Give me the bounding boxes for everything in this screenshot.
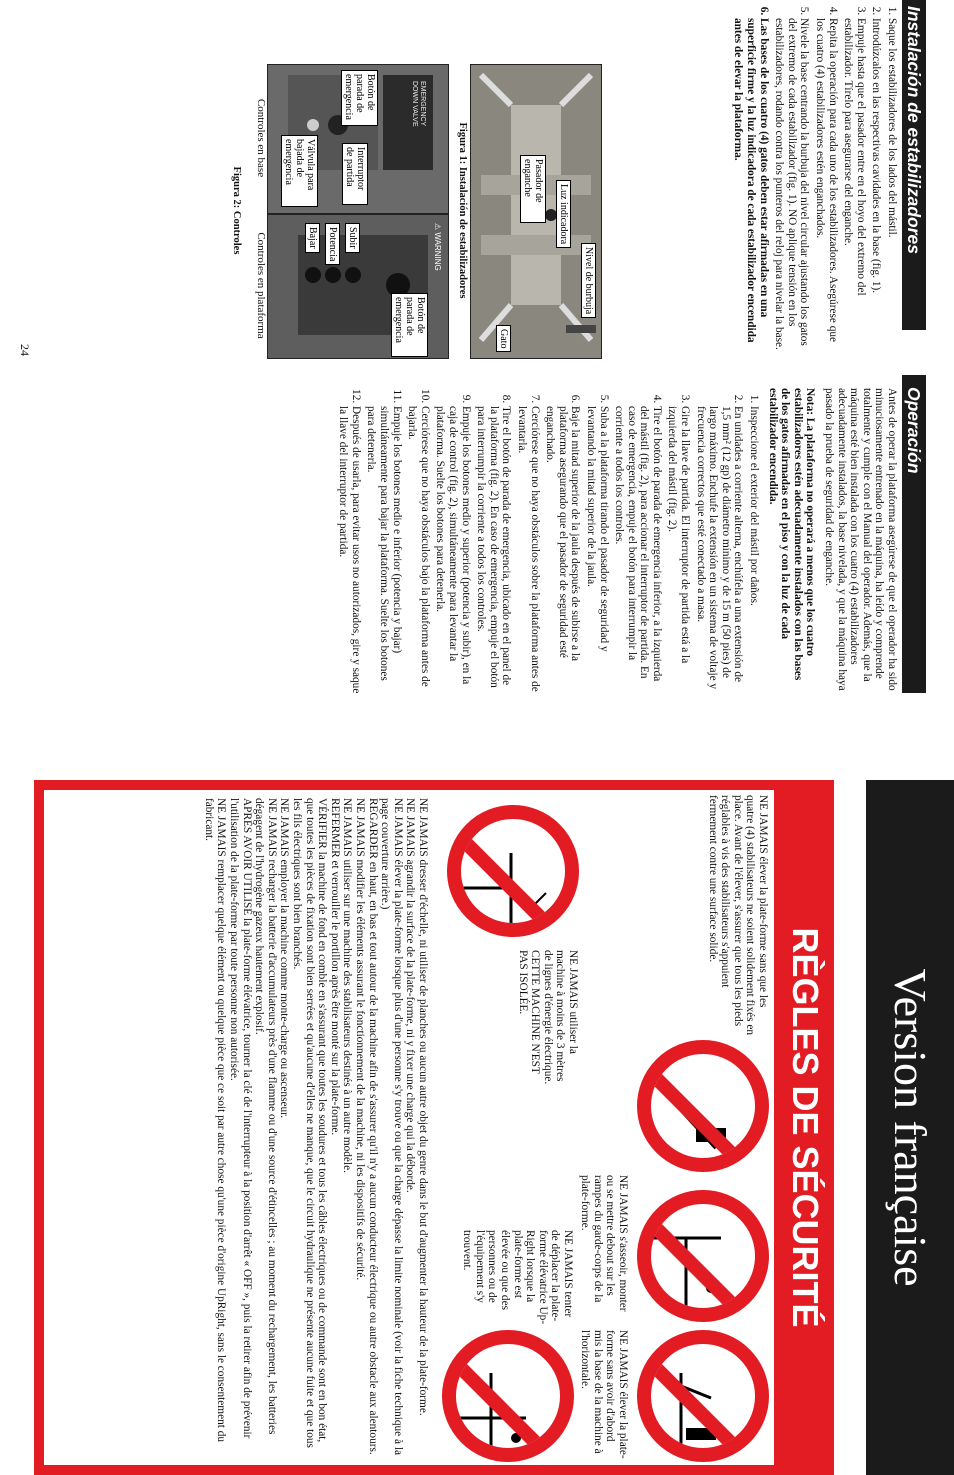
sign-text-guardrails: NE JAMAIS s'asseoir, monter ou se mettre debout sur les rampes du garde-corps de la plate-forme. — [579, 1175, 629, 1312]
label-hitch-pin: Pasador de enganche — [520, 155, 546, 223]
stabilizer-step: 4. Repita la operación para cada uno de los estabilizadores. Asegúrese que los cuatro (4) estabilizadores estén enganchados. — [813, 18, 838, 353]
stabilizer-steps — [729, 0, 898, 353]
operation-step: 6. Baje la mitad superior de la jaula después de subirse a la plataforma asegurando que el pasador de seguridad esté enganchado. — [544, 406, 582, 694]
label-jack: Gato — [496, 325, 511, 352]
safety-rule: VÉRIFIER la machine de fond en comble en s'assurant que toutes les soudures et tous les câbles électriques ou de commande sont en bon état, que toutes les pièces de fixation sont bien serrées et qu'aucune d'elles ne manque, que le circuit hydraulique ne présente aucune fuite et que tous les fils électriques sont bien branchés. — [291, 798, 329, 1448]
figure1-caption: Figura 1: Instalación de estabilizadores — [457, 122, 468, 299]
safety-rule: NE JAMAIS employer la machine comme monte-charge ou ascenseur. — [278, 798, 291, 1119]
figure2-caption: Figura 2: Controles — [231, 166, 242, 255]
sign-text-power-lines: NE JAMAIS utiliser la machine à moins de 3 mètres de lignes d'énergie électrique. CETTE MACHINE N'EST PAS ISOLÉE. — [516, 950, 579, 1085]
label-emergency-stop-base: Botón de parada de emergencia — [341, 70, 378, 126]
stabilizer-step: 3. Empuje hasta que el pasador entre en el hoyo del extremo del estabilizador. Tírelo para asegurarse del enganche. — [842, 18, 867, 353]
safety-rule: NE JAMAIS remplacer quelque élément ou quelque pièce que ce soit par autre chose qu'une pièce d'origine UpRight, sans le consentement du fabricant. — [202, 798, 228, 1443]
stabilizer-step: 2. Introdúzcalos en las respectivas cavidades en la base (fig. 1). — [870, 18, 883, 353]
safety-rule: APRÈS AVOIR UTILISÉ la plate-forme élévatrice, tourner la clé de l'interrupteur à la position d'arrêt « OFF », puis la retirer afin de prévenir l'utilisation de la plate-forme par toute personne non autorisée. — [228, 798, 253, 1439]
safety-title: RÈGLES DE SÉCURITÉ — [785, 927, 826, 1328]
figure2-container — [244, 64, 449, 357]
figure1-photo — [470, 64, 602, 359]
platform-controls-label: Controles en plataforma — [255, 232, 267, 339]
operation-step: 2. En unidades a corriente alterna, enchúfela a una extensión de 1,5 mm² (12 gp) de diámetro mínimo y de 15 m (50 pies) de largo máximo. Enchufe la extensión en un sistema de voltaje y frecuencia correctos que esté conectado a masa. — [694, 406, 744, 694]
operation-step: 8. Tire el botón de parada de emergencia, ubicado en el panel de la plataforma (fig. 2). En caso de emergencia, empuje el botón para interrumpir la corriente a todos los controles. — [475, 406, 513, 694]
version-header: Version française — [866, 780, 954, 1475]
safety-rule: NE JAMAIS élever la plate-forme lorsque plus d'une personne s'y trouve ou que la charge dépasse la limite nominale (voir la fiche technique à la page couverture arrière.) — [379, 798, 404, 1455]
safety-rule: NE JAMAIS dresser d'échelle, ni utiliser de planches ou aucun autre objet du genre dans le but d'augmenter la hauteur de la plate-forme. — [417, 798, 429, 1416]
operation-header: Operación — [902, 375, 926, 693]
stabilizer-step: 5. Nivele la base centrando la burbuja del nivel circular ajustando los gatos del extremo de cada estabilizador (fig. 1). NO aplique tensión en los estabilizadores, rodando contra los punteros del reloj para nivelar la base. — [773, 18, 811, 353]
no-outriggers-sign-icon — [637, 1040, 769, 1172]
stabilizer-step: 1. Saque los estabilizadores de los lados del mástil. — [885, 18, 898, 353]
operation-step: 4. Tire el botón de parada de emergencia inferior, a la izquierda del mástil (fig. 2), para accionar el interruptor de partida. En caso de emergencia, empuje el botón para interrumpir la corriente a todos los controles. — [613, 406, 663, 694]
operation-step: 10. Cerciórese que no haya obstáculos bajo la plataforma antes de bajarla. — [406, 406, 431, 694]
no-power-lines-sign-icon — [447, 805, 579, 937]
sign-text-level: NE JAMAIS élever la plate-forme sans avoir d'abord mis la base de la machine à l'horizontale. — [579, 1330, 629, 1459]
operation-step: 11. Empuje los botones medio e inferior (potencia y bajar) simultáneamente para bajar la plataforma. Suelte los botones para detenerla. — [365, 406, 403, 694]
operation-step: 9. Empuje los botones medio y superior (potencia y subir), en la caja de control (fig. 2), simultáneamente para levantar la plataforma. Suelte los botones para detenerla. — [434, 406, 472, 694]
safety-rule: NE JAMAIS recharger la batterie d'accumulateurs près d'une flamme ou d'une source d'étincelles ; au moment du rechargement, les batteries dégagent de l'hydrogène gazeux hautement explosif. — [253, 798, 278, 1435]
safety-rule: NE JAMAIS utiliser sur une machine des stabilisateurs destinés à un autre modèle. — [341, 798, 354, 1173]
label-emergency-stop-platform: Botón de parada de emergencia — [391, 293, 428, 357]
label-indicator-light: Luz indicadora — [556, 180, 571, 248]
base-controls-label: Controles en base — [255, 98, 267, 178]
platform-controls-photo — [267, 214, 449, 359]
operation-step: 7. Cerciórese que no haya obstáculos sobre la plataforma antes de levantarla. — [515, 406, 540, 694]
stabilizers-header: Instalación de estabilizadores — [902, 0, 926, 330]
label-emergency-lowering-valve: Válvula para bajada de emergencia — [281, 135, 318, 207]
valve-sign: EMERGENCY DOWN VALVE — [411, 81, 426, 127]
label-up: Subir — [345, 223, 360, 253]
stabilizer-step: 6. Las bases de los cuatro (4) gatos deben estar afirmadas en una superficie firme y la luz indicadora de cada estabilizador encendida antes de elevar la plataforma. — [732, 18, 770, 353]
sign-text-outriggers: NE JAMAIS élever la plate-forme sans que les quatre (4) stabilisateurs ne soient solidement fixés en place. Avant de l'élever, s'assurer que tous les pieds réglables à vis des stabilisateurs s'appuient fermement contre une surface solide. — [706, 795, 769, 1035]
operation-step: 1. Inspeccione el exterior del mástil por daños. — [747, 406, 760, 694]
safety-rule: REGARDER en haut, en bas et tout autour de la machine afin de s'assurer qu'il n'y a aucun conducteur électrique ou autre obstacle aux alentours. — [366, 798, 379, 1455]
label-start-switch: Interruptor de partida — [342, 143, 368, 205]
operation-intro: Antes de operar la plataforma asegúrese de que el operador ha sido minuciosamente entrenado en la máquina, ha leído y comprende totalmente y cumple con el Manual del operador. Además, que la máquina esté bien instalada con los cuatro (4) estabilizadores adecuadamente instalados, la base nivelada, y que la máquina haya pasado la prueba de seguridad de enganche. — [823, 388, 898, 691]
label-power: Potencia — [325, 223, 340, 265]
operation-body — [334, 388, 898, 694]
safety-rule: NE JAMAIS agrandir la surface de la plate-forme, ni y fixer une charge qui la déborde. — [404, 798, 417, 1193]
label-down: Bajar — [305, 223, 320, 253]
no-climb-rails-sign-icon — [637, 1190, 769, 1322]
operation-step: 12. Después de usarla, para evitar usos no autorizados, gire y saque la llave del interruptor de partida. — [337, 406, 362, 694]
no-unlevel-sign-icon — [637, 1330, 769, 1462]
operation-step: 3. Gire la llave de partida. El interruptor de partida está a la izquierda del mástil (fig. 2). — [666, 406, 691, 694]
safety-rule: NE JAMAIS modifier les éléments assurant le fonctionnement de la machine, ni les dispositifs de sécurité. — [354, 798, 367, 1281]
base-controls-photo — [267, 64, 449, 214]
no-move-elevated-sign-icon — [442, 1330, 574, 1462]
safety-rule: REFERMER et verrouiller le portillon après être monté sur la plate-forme. — [328, 798, 341, 1136]
page-number: 24 — [18, 344, 32, 356]
safety-rules — [202, 798, 429, 1458]
label-bubble-level: Nivel de burbuja — [581, 243, 596, 318]
operation-step: 5. Suba a la plataforma tirando el pasador de seguridad y levantando la mitad superior de la jaula. — [584, 406, 609, 694]
safety-content — [44, 790, 774, 1465]
operation-note: Nota: La plataforma no operará a menos que los cuatro estabilizadores estén adecuadamente instalados con las bases de los gatos afirmadas en el piso y con la luz de cada estabilizador encendida. — [766, 388, 817, 681]
sign-text-move: NE JAMAIS tenter de déplacer la plate-forme élévatrice Up-Right lorsque la plate-forme est élevée ou que des personnes ou de l'équipement s'y trouvent. — [461, 1230, 574, 1325]
warning-sign: ⚠ WARNING — [433, 223, 442, 271]
safety-panel — [34, 780, 834, 1475]
operation-steps — [337, 388, 760, 694]
